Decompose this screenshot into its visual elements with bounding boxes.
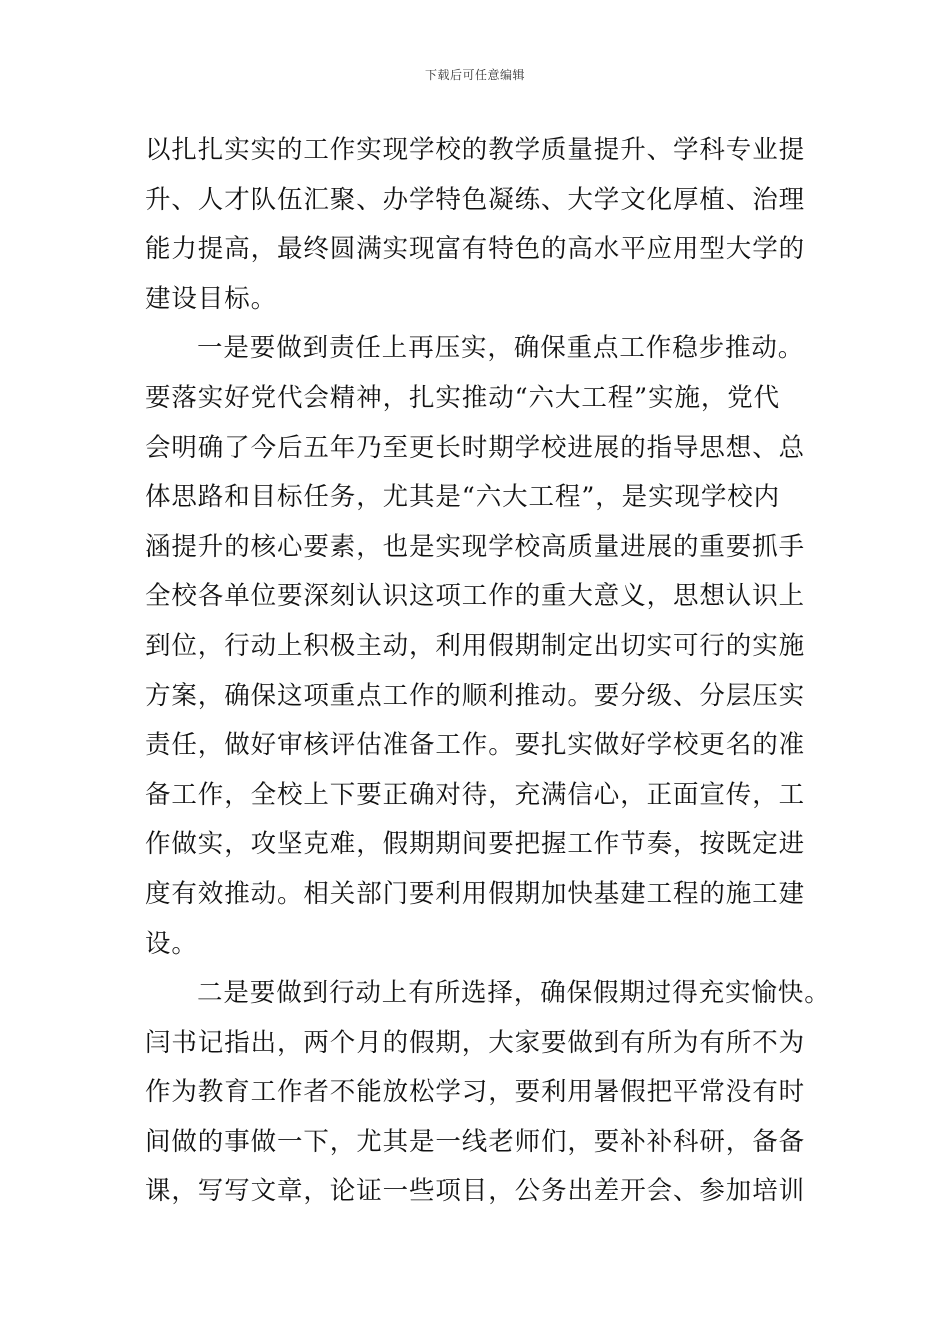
text-line: 二是要做到行动上有所选择，确保假期过得充实愉快。 bbox=[197, 978, 831, 1009]
paragraph-2 bbox=[145, 324, 815, 969]
text-line: 备工作，全校上下要正确对待，充满信心，正面宣传，工 bbox=[145, 779, 806, 810]
text-line: 建设目标。 bbox=[145, 283, 278, 314]
text-line: 到位，行动上积极主动，利用假期制定出切实可行的实施 bbox=[145, 630, 806, 661]
text-line: 作做实，攻坚克难，假期期间要把握工作节奏，按既定进 bbox=[145, 829, 806, 860]
paragraph-1 bbox=[145, 126, 815, 324]
text-line: 课，写写文章，论证一些项目，公务出差开会、参加培训 bbox=[145, 1176, 806, 1207]
text-line: 升、人才队伍汇聚、办学特色凝练、大学文化厚植、治理 bbox=[145, 184, 806, 215]
document-body bbox=[145, 126, 831, 1217]
text-line: 间做的事做一下，尤其是一线老师们，要补补科研，备备 bbox=[145, 1126, 806, 1157]
text-line: 会明确了今后五年乃至更长时期学校进展的指导思想、总 bbox=[145, 432, 806, 463]
text-line: 度有效推动。相关部门要利用假期加快基建工程的施工建 bbox=[145, 878, 806, 909]
text-line: 作为教育工作者不能放松学习，要利用暑假把平常没有时 bbox=[145, 1077, 806, 1108]
text-line: 全校各单位要深刻认识这项工作的重大意义，思想认识上 bbox=[145, 581, 806, 612]
text-line: 设。 bbox=[145, 928, 198, 959]
text-line: 一是要做到责任上再压实，确保重点工作稳步推动。 bbox=[197, 333, 805, 364]
text-line: 以扎扎实实的工作实现学校的教学质量提升、学科专业提 bbox=[145, 135, 806, 165]
text-line: 闫书记指出，两个月的假期，大家要做到有所为有所不为 bbox=[145, 1027, 806, 1058]
text-line: 能力提高，最终圆满实现富有特色的高水平应用型大学的 bbox=[145, 234, 806, 265]
text-line: 责任，做好审核评估准备工作。要扎实做好学校更名的准 bbox=[145, 730, 806, 761]
paragraph-3 bbox=[145, 969, 831, 1217]
text-line: 涵提升的核心要素，也是实现学校高质量进展的重要抓手 bbox=[145, 531, 806, 562]
text-line: 体思路和目标任务，尤其是“六大工程”，是实现学校内 bbox=[145, 482, 781, 513]
text-line: 方案，确保这项重点工作的顺利推动。要分级、分层压实 bbox=[145, 680, 806, 711]
text-line: 要落实好党代会精神，扎实推动“六大工程”实施，党代 bbox=[145, 382, 781, 413]
page-header: 下载后可任意编辑 bbox=[424, 68, 525, 82]
